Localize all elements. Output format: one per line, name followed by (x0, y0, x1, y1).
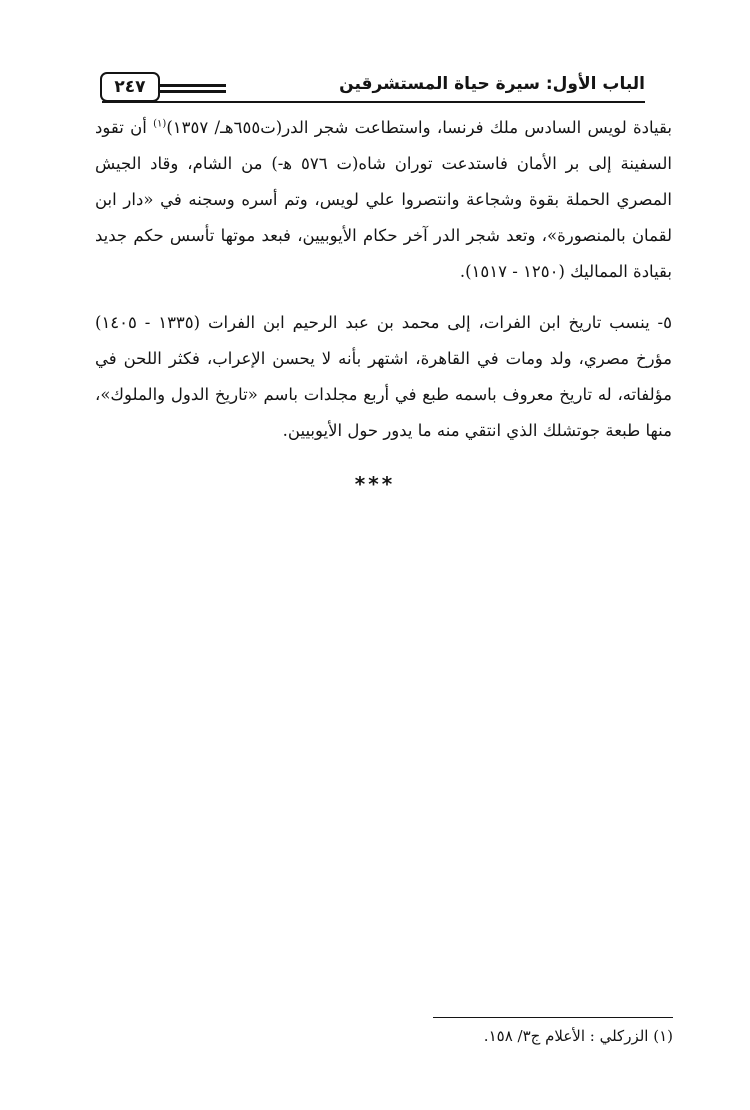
header-divider (102, 101, 645, 103)
main-text (95, 110, 672, 449)
paragraph-note-5: ٥- ينسب تاريخ ابن الفرات، إلى محمد بن عبد الرحيم ابن الفرات (١٣٣٥ - ١٤٠٥) مؤرخ مصري، ولد ومات في القاهرة، اشتهر بأنه لا يحسن الإعراب، فكثر اللحن في مؤلفاته، له تاريخ معروف باسمه طبع في أربع مجلدات باسم «تاريخ الدول والملوك»، منها طبعة جوتشلك الذي انتقي منه ما يدور حول الأيوبيين. (95, 313, 672, 440)
paragraph-continued-note (95, 110, 672, 290)
ornament-line-1 (160, 84, 226, 87)
paragraph-1-part-2: أن تقود السفينة إلى بر الأمان فاستدعت توران شاه(ت ٥٧٦ ه‍-) من الشام، وقاد الجيش المصري الحملة بقوة وشجاعة وانتصروا علي لويس، وتم أسره وسجنه في «دار ابن لقمان بالمنصورة»، وتعد شجر الدر آخر حكام الأيوبيين، فبعد موتها تأسس حكم جديد بقيادة المماليك (١٢٥٠ - ١٥١٧). (95, 118, 672, 281)
page-header (100, 72, 645, 106)
footnote-1: (١) الزركلي : الأعلام ج٣/ ١٥٨. (483, 1027, 673, 1045)
section-separator: *** (354, 472, 396, 496)
page-number: ٢٤٧ (100, 72, 160, 102)
header-ornament-rules (160, 84, 226, 96)
paragraph-1-part-1: بقيادة لويس السادس ملك فرنسا، واستطاعت شجر الدر(ت٦٥٥هـ/ ١٣٥٧) (166, 118, 672, 137)
ornament-line-2 (160, 90, 226, 93)
footnote-divider (433, 1017, 673, 1018)
footnote-reference: (١) (153, 118, 167, 130)
chapter-title: الباب الأول: سيرة حياة المستشرقين (339, 74, 645, 94)
